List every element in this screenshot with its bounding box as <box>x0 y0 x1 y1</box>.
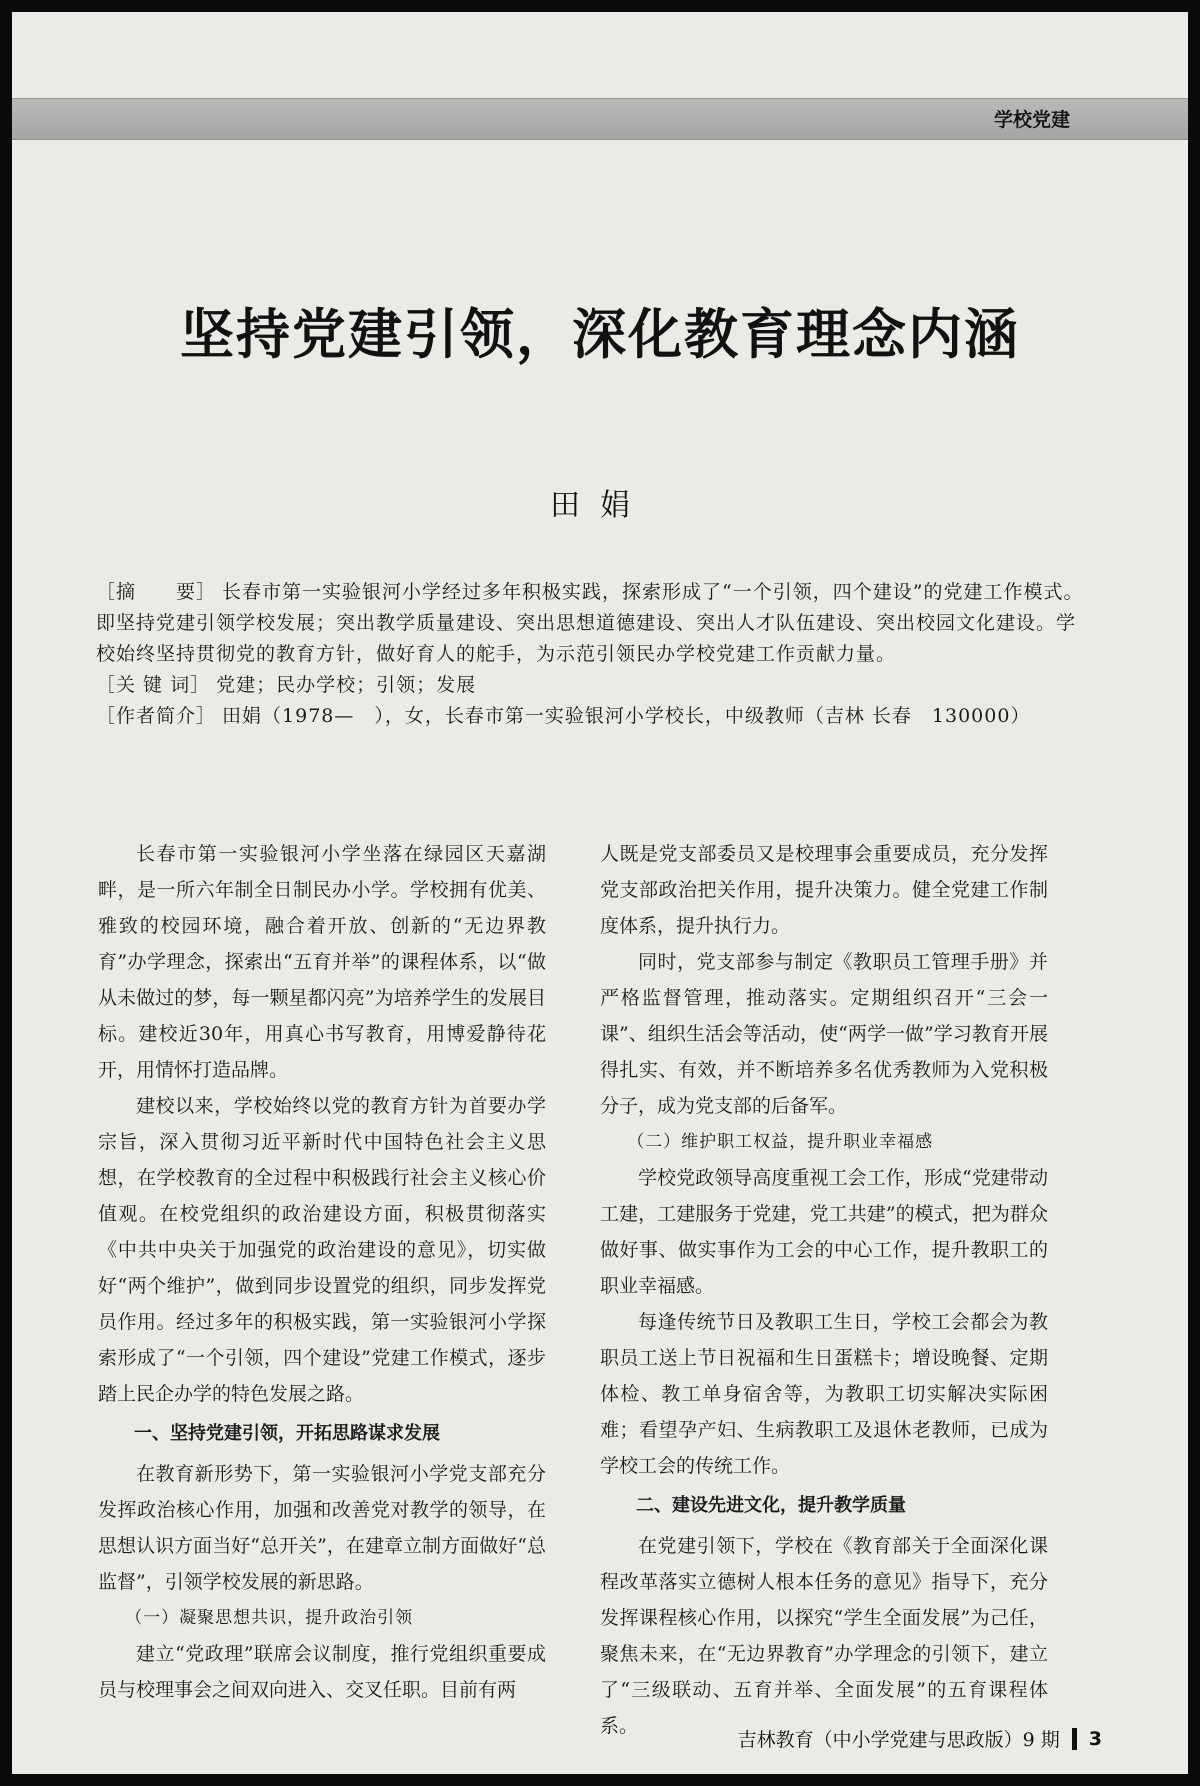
body-paragraph: 建立“党政理”联席会议制度，推行党组织重要成员与校理事会之间双向进入、交叉任职。目前有两 <box>98 1643 546 1701</box>
journal-name: 吉林教育（中小学党建与思政版）9 期 <box>737 1729 1060 1751</box>
page-number: 3 <box>1088 1727 1102 1750</box>
body-paragraph: 每逢传统节日及教职工生日，学校工会都会为教职员工送上节日祝福和生日蛋糕卡；增设晚餐、定期体检、教工单身宿舍等，为教职工切实解决实际困难；看望孕产妇、生病教职工及退休老教师，已成为学校工会的传统工作。 <box>600 1311 1048 1477</box>
abstract-key: ［摘 要］ <box>96 581 217 603</box>
keywords-paragraph <box>96 670 1092 701</box>
keywords-key: ［关 键 词］ <box>96 674 211 696</box>
author-bio-paragraph <box>96 701 1092 732</box>
left-column <box>98 836 546 1708</box>
abstract-text: 长春市第一实验银河小学经过多年积极实践，探索形成了“一个引领，四个建设”的党建工作模式。即坚持党建引领学校发展；突出教学质量建设、突出思想道德建设、突出人才队伍建设、突出校园文化建设。学校始终坚持贯彻党的教育方针，做好育人的舵手，为示范引领民办学校党建工作贡献力量。 <box>96 581 1084 665</box>
subsection-heading: （二）维护职工权益，提升职业幸福感 <box>627 1132 934 1152</box>
body-paragraph: 在教育新形势下，第一实验银河小学党支部充分发挥政治核心作用，加强和改善党对教学的领导，在思想认识方面当好“总开关”，在建章立制方面做好“总监督”，引领学校发展的新思路。 <box>98 1463 546 1593</box>
abstract-block <box>96 577 1092 732</box>
section-header-bar <box>12 98 1188 140</box>
journal-page <box>12 12 1188 1774</box>
body-paragraph: 同时，党支部参与制定《教职员工管理手册》并严格监督管理，推动落实。定期组织召开“三会一课”、组织生活会等活动，使“两学一做”学习教育开展得扎实、有效，并不断培养多名优秀教师为入党积极分子，成为党支部的后备军。 <box>600 951 1048 1117</box>
article-author: 田娟 <box>550 488 650 523</box>
right-column <box>600 836 1048 1744</box>
section-label: 学校党建 <box>993 109 1070 131</box>
body-paragraph: 人既是党支部委员又是校理事会重要成员，充分发挥党支部政治把关作用，提升决策力。健全党建工作制度体系，提升执行力。 <box>600 843 1048 937</box>
abstract-paragraph <box>96 577 1092 670</box>
page-footer <box>738 1725 1102 1752</box>
body-paragraph: 建校以来，学校始终以党的教育方针为首要办学宗旨，深入贯彻习近平新时代中国特色社会主义思想，在学校教育的全过程中积极践行社会主义核心价值观。在校党组织的政治建设方面，积极贯彻落实《中共中央关于加强党的政治建设的意见》，切实做好“两个维护”，做到同步设置党的组织，同步发挥党员作用。经过多年的积极实践，第一实验银河小学探索形成了“一个引领，四个建设”党建工作模式，逐步踏上民企办学的特色发展之路。 <box>98 1095 546 1405</box>
section-heading: 一、坚持党建引领，开拓思路谋求发展 <box>134 1423 440 1444</box>
subsection-heading: （一）凝聚思想共识，提升政治引领 <box>125 1608 414 1628</box>
body-paragraph: 学校党政领导高度重视工会工作，形成“党建带动工建，工建服务于党建，党工共建”的模式，把为群众做好事、做实事作为工会的中心工作，提升教职工的职业幸福感。 <box>600 1167 1048 1297</box>
author-bio-key: ［作者简介］ <box>96 705 217 727</box>
section-heading: 二、建设先进文化，提升教学质量 <box>636 1495 906 1516</box>
article-title: 坚持党建引领，深化教育理念内涵 <box>180 303 1020 366</box>
keywords-text: 党建；民办学校；引领；发展 <box>216 674 477 696</box>
footer-divider <box>1072 1728 1077 1750</box>
body-paragraph: 在党建引领下，学校在《教育部关于全面深化课程改革落实立德树人根本任务的意见》指导下，充分发挥课程核心作用，以探究“学生全面发展”为己任，聚焦未来，在“无边界教育”办学理念的引领下，建立了“三级联动、五育并举、全面发展”的五育课程体系。 <box>600 1535 1048 1737</box>
author-bio-text: 田娟（1978— ），女，长春市第一实验银河小学校长，中级教师（吉林 长春 130000） <box>222 705 1031 727</box>
body-paragraph: 长春市第一实验银河小学坐落在绿园区天嘉湖畔，是一所六年制全日制民办小学。学校拥有优美、雅致的校园环境，融合着开放、创新的“无边界教育”办学理念，探索出“五育并举”的课程体系，以“做从未做过的梦，每一颗星都闪亮”为培养学生的发展目标。建校近30年，用真心书写教育，用博爱静待花开，用情怀打造品牌。 <box>98 843 546 1081</box>
